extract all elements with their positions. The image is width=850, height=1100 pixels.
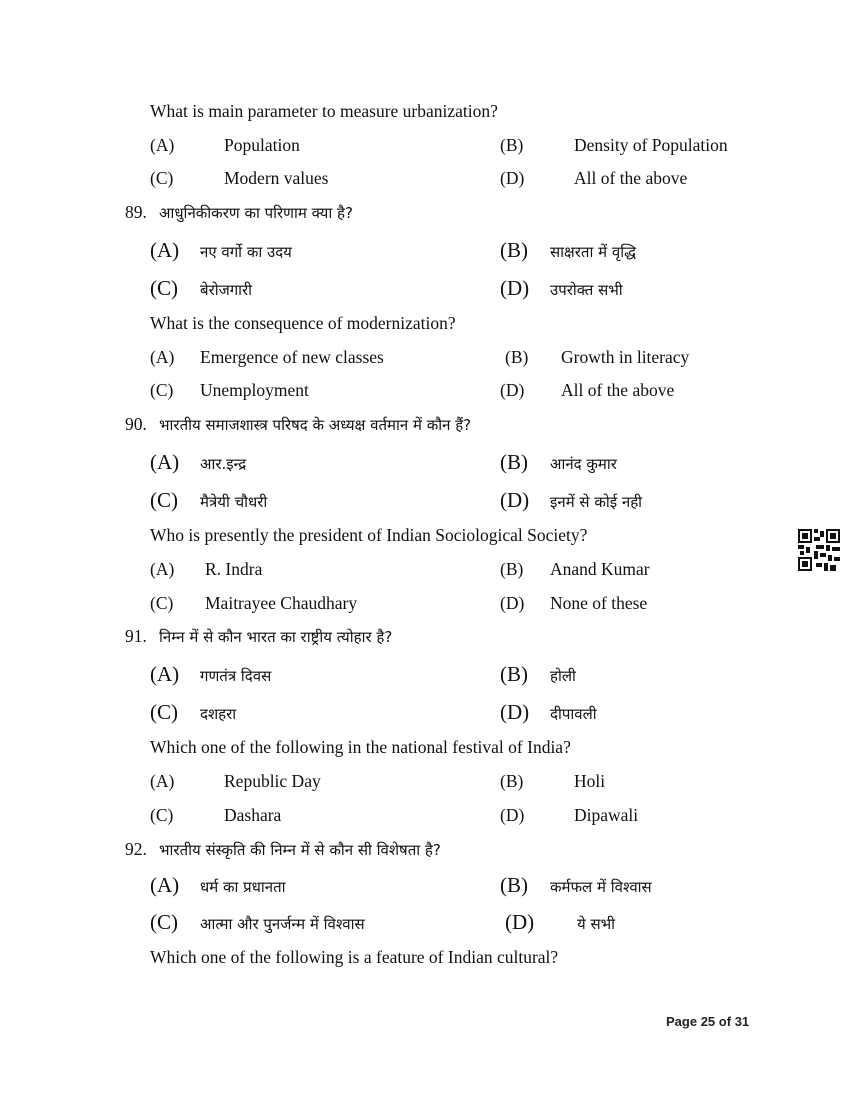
- page-total: 31: [734, 1014, 750, 1029]
- q89-en-c-label: (C): [150, 380, 174, 400]
- q91-hi-a-label: (A): [150, 662, 180, 686]
- q91-number: 91.: [125, 626, 147, 646]
- qr-code-icon: [798, 529, 840, 571]
- q92-question-en: Which one of the following is a feature of Indian cultural?: [150, 947, 559, 967]
- q91-hi-d: दीपावली: [550, 705, 597, 723]
- q88-option-d: All of the above: [574, 168, 688, 188]
- q89-hi-d: उपरोक्त सभी: [550, 281, 623, 299]
- q89-en-c: Unemployment: [200, 380, 309, 400]
- q92-hi-c: आत्मा और पुनर्जन्म में विश्वास: [200, 915, 365, 933]
- q91-hi-b-label: (B): [500, 662, 528, 686]
- q89-hi-d-label: (D): [500, 276, 530, 300]
- q92-hi-a-label: (A): [150, 873, 180, 897]
- q90-hi-a-label: (A): [150, 450, 180, 474]
- q90-hi-c: मैत्रेयी चौधरी: [200, 493, 268, 511]
- q89-number: 89.: [125, 202, 147, 222]
- q90-hi-d: इनमें से कोई नही: [550, 493, 643, 511]
- q91-hi-c: दशहरा: [200, 705, 237, 723]
- q90-hi-b: आनंद कुमार: [550, 455, 617, 473]
- q92-hi-b: कर्मफल में विश्वास: [550, 878, 652, 896]
- q90-en-a-label: (A): [150, 559, 175, 579]
- q89-hi-b-label: (B): [500, 238, 528, 262]
- q92-hi-d-label: (D): [505, 910, 535, 934]
- q91-en-b-label: (B): [500, 771, 524, 791]
- page-footer: [666, 1014, 749, 1029]
- q90-en-c: Maitrayee Chaudhary: [205, 593, 358, 613]
- q88-option-a-label: (A): [150, 135, 175, 155]
- q89-hi-b: साक्षरता में वृद्धि: [550, 243, 637, 261]
- q91-en-a: Republic Day: [224, 771, 321, 791]
- q90-question-en: Who is presently the president of Indian Sociological Society?: [150, 525, 588, 545]
- q89-hi-a-label: (A): [150, 238, 180, 262]
- page-current: 25: [700, 1014, 716, 1029]
- q91-hi-c-label: (C): [150, 700, 178, 724]
- q90-hi-b-label: (B): [500, 450, 528, 474]
- q89-en-d-label: (D): [500, 380, 525, 400]
- q91-en-c-label: (C): [150, 805, 174, 825]
- q89-question-en: What is the consequence of modernization?: [150, 313, 456, 333]
- q91-en-d-label: (D): [500, 805, 525, 825]
- q90-en-b-label: (B): [500, 559, 524, 579]
- q92-question-hi: भारतीय संस्कृति की निम्न में से कौन सी विशेषता है?: [159, 841, 441, 859]
- q91-hi-a: गणतंत्र दिवस: [200, 667, 272, 685]
- q88-option-a: Population: [224, 135, 300, 155]
- q91-question-hi: निम्न में से कौन भारत का राष्ट्रीय त्योहार है?: [159, 628, 393, 646]
- q91-en-b: Holi: [574, 771, 606, 791]
- q90-en-d-label: (D): [500, 593, 525, 613]
- q91-hi-d-label: (D): [500, 700, 530, 724]
- q90-hi-d-label: (D): [500, 488, 530, 512]
- q92-hi-a: धर्म का प्रधानता: [200, 878, 286, 896]
- q89-en-a-label: (A): [150, 347, 175, 367]
- q92-hi-d: ये सभी: [577, 915, 616, 933]
- q90-en-a: R. Indra: [205, 559, 263, 579]
- q90-question-hi: भारतीय समाजशास्त्र परिषद के अध्यक्ष वर्तमान में कौन हैं?: [159, 416, 472, 434]
- q89-en-b: Growth in literacy: [561, 347, 690, 367]
- q88-option-b-label: (B): [500, 135, 524, 155]
- q89-question-hi: आधुनिकीकरण का परिणाम क्या है?: [159, 204, 353, 222]
- q88-option-c-label: (C): [150, 168, 174, 188]
- q89-en-d: All of the above: [561, 380, 675, 400]
- page-of-word: of: [718, 1014, 732, 1029]
- q89-en-b-label: (B): [505, 347, 529, 367]
- q90-en-d: None of these: [550, 593, 648, 613]
- q88-option-d-label: (D): [500, 168, 525, 188]
- q91-en-c: Dashara: [224, 805, 282, 825]
- q91-question-en: Which one of the following in the national festival of India?: [150, 737, 571, 757]
- q88-option-c: Modern values: [224, 168, 329, 188]
- q92-hi-b-label: (B): [500, 873, 528, 897]
- q91-en-d: Dipawali: [574, 805, 639, 825]
- q92-number: 92.: [125, 839, 147, 859]
- q90-en-b: Anand Kumar: [550, 559, 650, 579]
- q91-en-a-label: (A): [150, 771, 175, 791]
- q88-option-b: Density of Population: [574, 135, 728, 155]
- q92-hi-c-label: (C): [150, 910, 178, 934]
- q90-number: 90.: [125, 414, 147, 434]
- q90-hi-c-label: (C): [150, 488, 178, 512]
- q89-hi-c: बेरोजगारी: [200, 281, 253, 299]
- q90-hi-a: आर.इन्द्र: [200, 455, 247, 473]
- q90-en-c-label: (C): [150, 593, 174, 613]
- q91-hi-b: होली: [550, 667, 576, 685]
- q89-en-a: Emergence of new classes: [200, 347, 384, 367]
- q89-hi-c-label: (C): [150, 276, 178, 300]
- q89-hi-a: नए वर्गो का उदय: [200, 243, 292, 261]
- q88-question-en: What is main parameter to measure urbanization?: [150, 101, 498, 121]
- page-word: Page: [666, 1014, 698, 1029]
